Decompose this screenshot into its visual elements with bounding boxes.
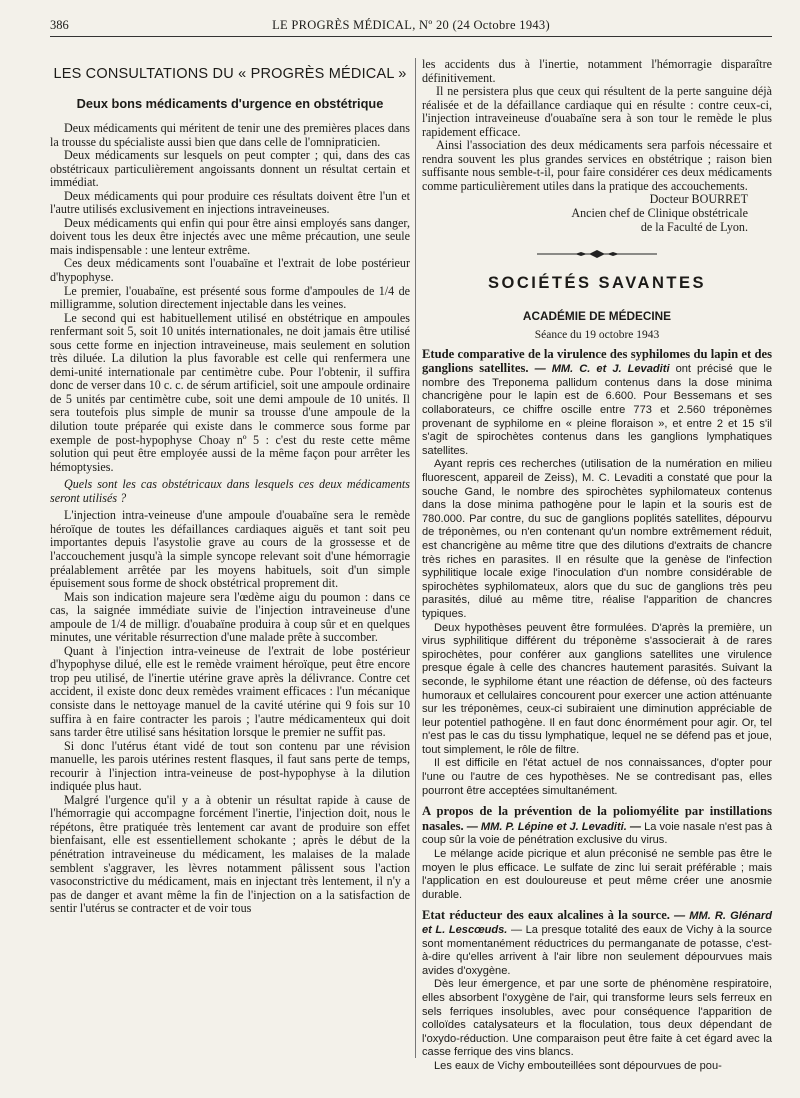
running-header <box>50 14 772 37</box>
article-body-a <box>50 122 410 474</box>
paragraph: Quant à l'injection intra-veineuse de l'extrait de lobe postérieur d'hypophyse dilué, elle est le remède vraiment héroïque, peut être encore trop peu utilisé, de l'inertie utérine grave après la délivrance. Contre cet accident, il existe donc deux remèdes vraiment efficaces : l'un mécanique consiste dans le nettoyage manuel de la cavité utérine qui 9 fois sur 10 suffira à en faire contracter les parois ; l'autre médicamenteux qui doit sans tarder être utilisé sans hésitation lorsque le premier ne suffit pas. <box>50 643 410 740</box>
paragraph: les accidents dus à l'inertie, notamment l'hémorragie disparaître définitivement. <box>422 57 772 85</box>
article-body-b <box>50 509 410 915</box>
left-column <box>50 58 410 1062</box>
abstract-title: A propos de la prévention de la poliomyélite par instillations nasales. <box>422 804 772 833</box>
abstract-text: Ayant repris ces recherches (utilisation de la numération en milieu fluorescent, appareil de Zeiss), M. C. Levaditi a constaté que pour la souche Gand, le nombre des spirochètes syphilomateux contenus dans la dose minima pathogène pour le lapin et la souris est de 780.000. Par contre, du suc de ganglions poplités satellites, dépourvu de tréponèmes, ou n'en contenant qu'un nombre extrêmement réduit, est chancrigène au même titre que des dilutions d'extraits de chancre très riches en parasites. Il en résulte que la genèse de l'infection syphilitique locale exige l'inoculation d'un nombre considérable de spirochètes syphilomateux, alors que du suc de ganglions très peu parasités, dilué au même titre, réalise l'apparition de chancres typiques. <box>422 458 772 620</box>
abstract-text: Les eaux de Vichy embouteillées sont dépourvues de pou- <box>434 1059 722 1072</box>
abstract-virulence <box>422 348 772 799</box>
paragraph: Si donc l'utérus étant vidé de tout son contenu par une révision manuelle, les parois utérines restent flasques, il faut sans perte de temps, recourir à l'injection intra-veineuse de post-hypophyse à la dilution indiquée plus haut. <box>50 738 410 794</box>
ornament-icon <box>537 249 657 259</box>
abstract-text: Il est difficile en l'état actuel de nos connaissances, d'opter pour l'une ou l'autre de ces hypothèses. Ne se contredisant pas, elles pourront être acceptées simultanément. <box>422 757 772 797</box>
paragraph: Deux médicaments qui pour produire ces résultats doivent être l'un et l'autre utilisés exclusivement en injections intraveineuses. <box>50 188 410 217</box>
abstract-authors: — MM. R. Glénard et L. Lescœuds. <box>422 910 772 936</box>
paragraph: Deux médicaments qui enfin qui pour être ainsi employés sans danger, doivent tous les deux être injectés avec une même précaution, une seule mais indispensable : une lenteur extrême. <box>50 215 410 257</box>
paragraph: Il ne persistera plus que ceux qui résultent de la perte sanguine déjà réalisée et de la défaillance cardiaque qui en résulte : contre ceux-ci, l'injection intraveineuse d'ouabaïne sera à son tour le remède le plus rapidement efficace. <box>422 84 772 139</box>
running-title: LE PROGRÈS MÉDICAL, Nº 20 (24 Octobre 1943) <box>272 18 550 32</box>
abstract-text: Le mélange acide picrique et alun préconisé ne semble pas être le moyen le plus efficace. Le sulfate de zinc lui serait préférable ; mais l'application en est douloureuse et peut même créer une anosmie durable. <box>422 848 772 901</box>
column-rule <box>415 58 416 1058</box>
abstract-alkaline-waters <box>422 909 772 1073</box>
abstract-title: Etude comparative de la virulence des syphilomes du lapin et des ganglions satellites. <box>422 346 772 376</box>
right-column <box>422 57 773 1072</box>
abstract-text: La voie nasale n'est pas à coup sûr la voie de pénétration exclusive du virus. <box>422 820 773 847</box>
paragraph: Ces deux médicaments sont l'ouabaïne et l'extrait de lobe postérieur d'hypophyse. <box>50 256 410 285</box>
paragraph: Le premier, l'ouabaïne, est présenté sous forme d'ampoules de 1/4 de milligramme, solution directement injectable dans les veines. <box>50 283 410 312</box>
author-title: Ancien chef de Clinique obstétricale <box>571 206 748 221</box>
page-number: 386 <box>50 18 69 32</box>
paragraph: Deux médicaments sur lesquels on peut compter ; qui, dans des cas obstétricaux particulièrement angoissants donnent un résultat certain et immédiat. <box>50 148 410 190</box>
paragraph: Le second qui est habituellement utilisé en obstétrique en ampoules renfermant soit 5, soit 10 unités internationales, ne doit jamais être utilisé sous cette forme en injection intraveineuse, mais seulement en solution très diluée. La dilution la plus favorable est celle qui renfermera une demi-unité internationale par centimètre cube. Pour l'obtenir, il suffira donc de verser dans 10 c. c. de sérum artificiel, soit une ampoule ordinaire de 5 unités par centimètre cube, soit une demi ampoule de 10 unités. Il sera toutefois plus simple de munir sa trousse d'une ampoule de la dilution toute préparée qui existe dans le commerce sous forme par exemple de post-hypophyse Choay nº 5 : c'est du reste cette même solution qui peut être employée aussi de la même façon pour arrêter les hémoptysies. <box>50 310 410 474</box>
question-line: Quels sont les cas obstétricaux dans lesquels ces deux médicaments seront utilisés ? <box>50 477 410 505</box>
abstract-title: Etat réducteur des eaux alcalines à la source. <box>422 908 670 923</box>
paragraph: Ainsi l'association des deux médicaments sera parfois nécessaire et rendra souvent les plus grandes services en obstétrique ; raison bien suffisante nous semble-t-il, pour faire considérer ces deux médicaments comme particulièrement utiles dans la pratique des accouchements. <box>422 138 772 193</box>
paragraph: Malgré l'urgence qu'il y a à obtenir un résultat rapide à cause de l'hémorragie qui accompagne forcément l'inertie, l'injection doit, nous le répétons, être pratiquée très lentement car avant de produire son effet bienfaisant, elle est essentiellement schokante ; après le début de la pénétration intraveineuse du médicament, les malaises de la malade semblent s'aggraver, les lèvres notamment pâlissent sous l'action vasoconstrictive du médicament, mais en injectant très lentement, il n'y a pas de danger et avant même la fin de l'injection on a la satisfaction de sentir l'utérus se contracter et de voir tous <box>50 792 410 916</box>
author-affiliation: de la Faculté de Lyon. <box>640 219 748 234</box>
article-title: Deux bons médicaments d'urgence en obstétrique <box>76 96 384 111</box>
ornament-divider <box>422 246 772 264</box>
abstract-text: Deux hypothèses peuvent être formulées. D'après la première, un virus syphilitique différent du tréponème s'associerait à de rares spirochètes, pour conférer aux ganglions satellites une virulence presque égale à celle des chancres hautement parasités. Suivant la seconde, le syphilome étant une réaction de défense, où des facteurs humoraux et cellulaires concourent pour exercer une action atténuante sur les tréponèmes, ceux-ci subiraient une diminution appréciable de leur potentiel pathogène. Il en faut donc énormément pour agir. Or, tel n'est pas le cas du tissu lymphatique, lequel ne se défend pas et joue, tout simplement, le rôle de filtre. <box>422 621 772 756</box>
abstract-text: ont précisé que le nombre des Treponema pallidum contenus dans la dose minima chancrigène pour le lapin est de 6.600. Pour Bessemans et ses collaborateurs, ce chiffre oscille entre 773 et 2.560 tréponèmes provenant de syphilome en « pleine floraison », et entre 2 et 15 s'il s'agit de spirochètes contenus dans les ganglions lymphatiques satellites. <box>422 363 773 457</box>
abstract-text: — La presque totalité des eaux de Vichy à la source sont momentanément réductrices du permanganate de potasse, c'est-à-dire qu'elles arrivent à l'air libre non seulement dépourvues mais avides d'oxygène. <box>422 924 772 977</box>
session-date: Séance du 19 octobre 1943 <box>534 329 660 342</box>
academy-heading: ACADÉMIE DE MÉDECINE <box>522 309 672 324</box>
paragraph: L'injection intra-veineuse d'une ampoule d'ouabaïne sera le remède héroïque de toutes les défaillances cardiaques aiguës et tant soit peu importantes depuis l'asystolie grave au cours de la grossesse et de l'accouchement jusqu'à la simple syncope relevant soit d'une hémorragie préalablement arrêtée par les moyens habituels, soit d'un simple épuisement sous forme de shock obstétrical proprement dit. <box>50 508 410 591</box>
abstract-poliomyelitis <box>422 805 772 902</box>
abstract-authors: — MM. C. et J. Levaditi <box>534 363 670 376</box>
paragraph: Deux médicaments qui méritent de tenir une des premières places dans la trousse du spécialiste aussi bien que dans celle de l'omnipraticien. <box>50 121 410 149</box>
paragraph: Mais son indication majeure sera l'œdème aigu du poumon : dans ce cas, la saignée immédiate suivie de l'injection intraveineuse d'une ampoule de 1/4 de milligr. d'ouabaïne produira à coup sûr et en quelques minutes, une véritable résurrection d'une malade prête à succomber. <box>50 589 410 645</box>
rubric-heading: LES CONSULTATIONS DU « PROGRÈS MÉDICAL » <box>53 66 407 82</box>
abstract-authors: — MM. P. Lépine et J. Levaditi. — <box>466 820 641 833</box>
section-title: SOCIÉTÉS SAVANTES <box>488 274 706 293</box>
abstract-text: Dès leur émergence, et par une sorte de phénomène respiratoire, elles absorbent l'oxygène de l'air, qui transforme leurs sels ferreux en sels ferriques insolubles, avec pour conséquence l'apparition de colloïdes catalysateurs et la floculation, tous deux dépendant de l'oxydo-réduction. Une comparaison peut être faite à cet égard avec la casse ferrique des vins blancs. <box>422 978 772 1059</box>
author-signature: Docteur BOURRET <box>649 192 748 207</box>
